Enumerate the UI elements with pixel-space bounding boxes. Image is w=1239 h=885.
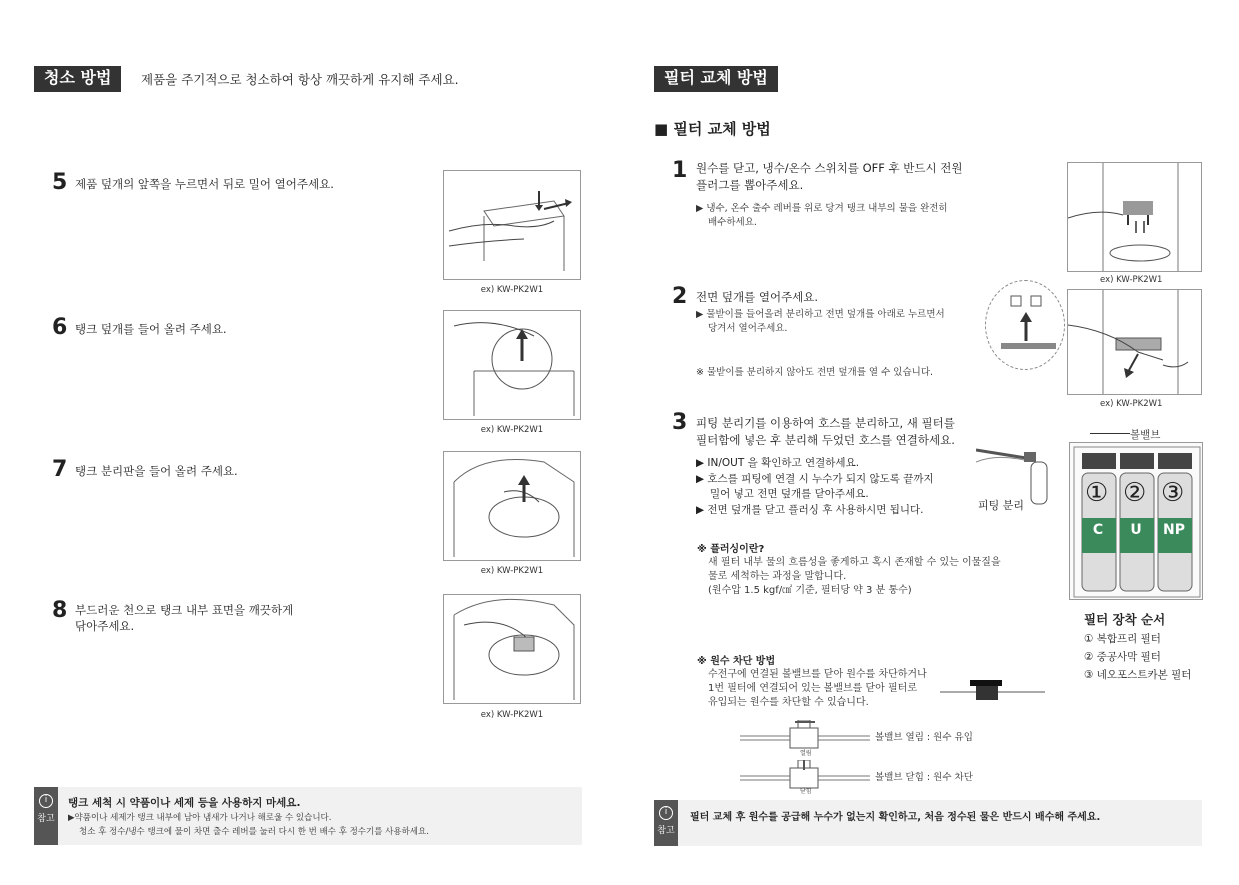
step-8-text-line2: 닦아주세요.: [75, 619, 135, 633]
step-6-caption: ex) KW-PK2W1: [480, 425, 544, 435]
filter-circle-1: ①: [1085, 478, 1109, 508]
filter-section-title: ■ 필터 교체 방법: [654, 120, 771, 138]
filter-note-box: [654, 800, 1202, 846]
filter-circle-2: ②: [1123, 478, 1147, 508]
filter-step-2-sub1: ▶ 물받이를 들어올려 분리하고 전면 덮개를 아래로 누르면서: [696, 309, 945, 320]
info-icon: i: [659, 806, 673, 820]
filter-step-2-illustration: [1067, 289, 1202, 395]
valve-open-label: 볼밸브 열림 : 원수 유입: [875, 732, 973, 743]
ball-valve-pointer: [1090, 433, 1130, 434]
step-8-number: 8: [52, 598, 68, 623]
filter-step-2-number: 2: [672, 284, 688, 309]
valve-open-diagram: [740, 720, 870, 750]
ball-valve-label: 볼밸브: [1130, 429, 1161, 441]
filter-step-2-line1: 전면 덮개를 열어주세요.: [696, 290, 819, 304]
filter-step-3-bullet2b: 밀어 넣고 전면 덮개를 닫아주세요.: [710, 488, 869, 500]
filter-step-3-line1: 피팅 분리기를 이용하여 호스를 분리하고, 새 필터를: [696, 416, 955, 430]
filter-housing-illustration: [1069, 442, 1203, 600]
filter-step-2-caption: ex) KW-PK2W1: [1100, 399, 1163, 409]
step-7-number: 7: [52, 457, 68, 482]
filter-step-3-bullet3: ▶ 전면 덮개를 닫고 플러싱 후 사용하시면 됩니다.: [696, 504, 924, 516]
filter-order-item-1: ① 복합프리 필터: [1084, 633, 1161, 645]
step-7-text: 탱크 분리판을 들어 올려 주세요.: [75, 464, 238, 478]
step-5-illustration: [443, 170, 581, 280]
step-6-illustration: [443, 310, 581, 420]
filter-step-1-number: 1: [672, 158, 688, 183]
step-6-text: 탱크 덮개를 들어 올려 주세요.: [75, 322, 227, 336]
filter-note-label: 참고: [657, 826, 675, 836]
step-7-caption: ex) KW-PK2W1: [480, 566, 544, 576]
step-8-caption: ex) KW-PK2W1: [480, 710, 544, 720]
ball-valve-image: [940, 676, 1045, 706]
filter-step-1-line1: 원수를 닫고, 냉수/온수 스위치를 OFF 후 반드시 전원: [696, 161, 963, 175]
step-6-number: 6: [52, 315, 68, 340]
flushing-title: ※ 플러싱이란?: [697, 544, 765, 555]
filter-order-item-2: ② 중공사막 필터: [1084, 651, 1161, 663]
filter-step-3-bullet2: ▶ 호스를 피팅에 연결 시 누수가 되지 않도록 끝까지: [696, 473, 934, 485]
step-5-text: 제품 덮개의 앞쪽을 누르면서 뒤로 밀어 열어주세요.: [75, 177, 334, 191]
filter-note-icon-block: [654, 800, 678, 846]
cleaning-header-title: 청소 방법: [34, 66, 121, 92]
cleaning-note-title: 탱크 세척 시 약품이나 세제 등을 사용하지 마세요.: [68, 797, 301, 809]
valve-closed-label: 볼밸브 닫힘 : 원수 차단: [875, 772, 973, 783]
filter-step-2-sub2: 당겨서 열어주세요.: [708, 323, 788, 334]
valve-closed-tag: 닫힘: [800, 788, 812, 795]
filter-order-item-3: ③ 네오포스트카본 필터: [1084, 669, 1192, 681]
cleaning-note-line2: 청소 후 정수/냉수 탱크에 물이 차면 출수 레버를 눌러 다시 한 번 배수 후 정수기를 사용하세요.: [79, 827, 429, 837]
filter-code-u: U: [1130, 522, 1142, 538]
cleaning-note-line1: ▶약품이나 세제가 탱크 내부에 남아 냄새가 나거나 해로울 수 있습니다.: [68, 813, 332, 823]
info-icon: i: [39, 794, 53, 808]
valve-open-tag: 열림: [800, 750, 812, 757]
filter-step-2-zoom-circle: [985, 280, 1065, 370]
filter-step-1-illustration: [1067, 162, 1202, 272]
filter-code-c: C: [1092, 522, 1104, 538]
filter-step-1-sub2: 배수하세요.: [708, 217, 757, 228]
cleaning-note-label: 참고: [37, 814, 55, 824]
filter-header-title: 필터 교체 방법: [654, 66, 778, 92]
filter-order-title: 필터 장착 순서: [1084, 612, 1166, 627]
filter-step-2-note: ※ 물받이를 분리하지 않아도 전면 덮개를 열 수 있습니다.: [696, 367, 934, 378]
filter-step-1-line2: 플러그를 뽑아주세요.: [696, 178, 804, 192]
shutoff-line3: 유입되는 원수를 차단할 수 있습니다.: [708, 697, 869, 708]
filter-note-text: 필터 교체 후 원수를 공급해 누수가 없는지 확인하고, 처음 정수된 물은 반드시 배수해 주세요.: [690, 812, 1101, 823]
filter-step-1-caption: ex) KW-PK2W1: [1100, 275, 1163, 285]
filter-step-3-line2: 필터함에 넣은 후 분리해 두었던 호스를 연결하세요.: [696, 433, 955, 447]
step-7-illustration: [443, 451, 581, 561]
flushing-line2: 물로 세척하는 과정을 말합니다.: [708, 571, 847, 582]
step-8-text-line1: 부드러운 천으로 탱크 내부 표면을 깨끗하게: [75, 603, 294, 617]
filter-step-1-sub1: ▶ 냉수, 온수 출수 레버를 위로 당겨 탱크 내부의 물을 완전히: [696, 203, 948, 214]
cleaning-header-desc: 제품을 주기적으로 청소하여 항상 깨끗하게 유지해 주세요.: [141, 72, 459, 87]
filter-code-np: NP: [1163, 522, 1185, 538]
step-5-number: 5: [52, 170, 68, 195]
shutoff-line2: 1번 필터에 연결되어 있는 볼밸브를 닫아 필터로: [708, 683, 917, 694]
shutoff-title: ※ 원수 차단 방법: [697, 656, 776, 667]
fitting-separator-label: 피팅 분리: [978, 499, 1025, 512]
flushing-line1: 새 필터 내부 물의 흐름성을 좋게하고 혹시 존재할 수 있는 이물질을: [708, 557, 1001, 568]
filter-circle-3: ③: [1161, 478, 1185, 508]
filter-step-3-number: 3: [672, 410, 688, 435]
filter-step-3-bullet1: ▶ IN/OUT 을 확인하고 연결하세요.: [696, 457, 860, 469]
shutoff-line1: 수전구에 연결된 볼밸브를 닫아 원수를 차단하거나: [708, 669, 927, 680]
step-8-illustration: [443, 594, 581, 704]
step-5-caption: ex) KW-PK2W1: [480, 285, 544, 295]
cleaning-note-icon-block: [34, 787, 58, 845]
flushing-line3: (원수압 1.5 kgf/㎠ 기준, 필터당 약 3 분 통수): [708, 585, 912, 596]
